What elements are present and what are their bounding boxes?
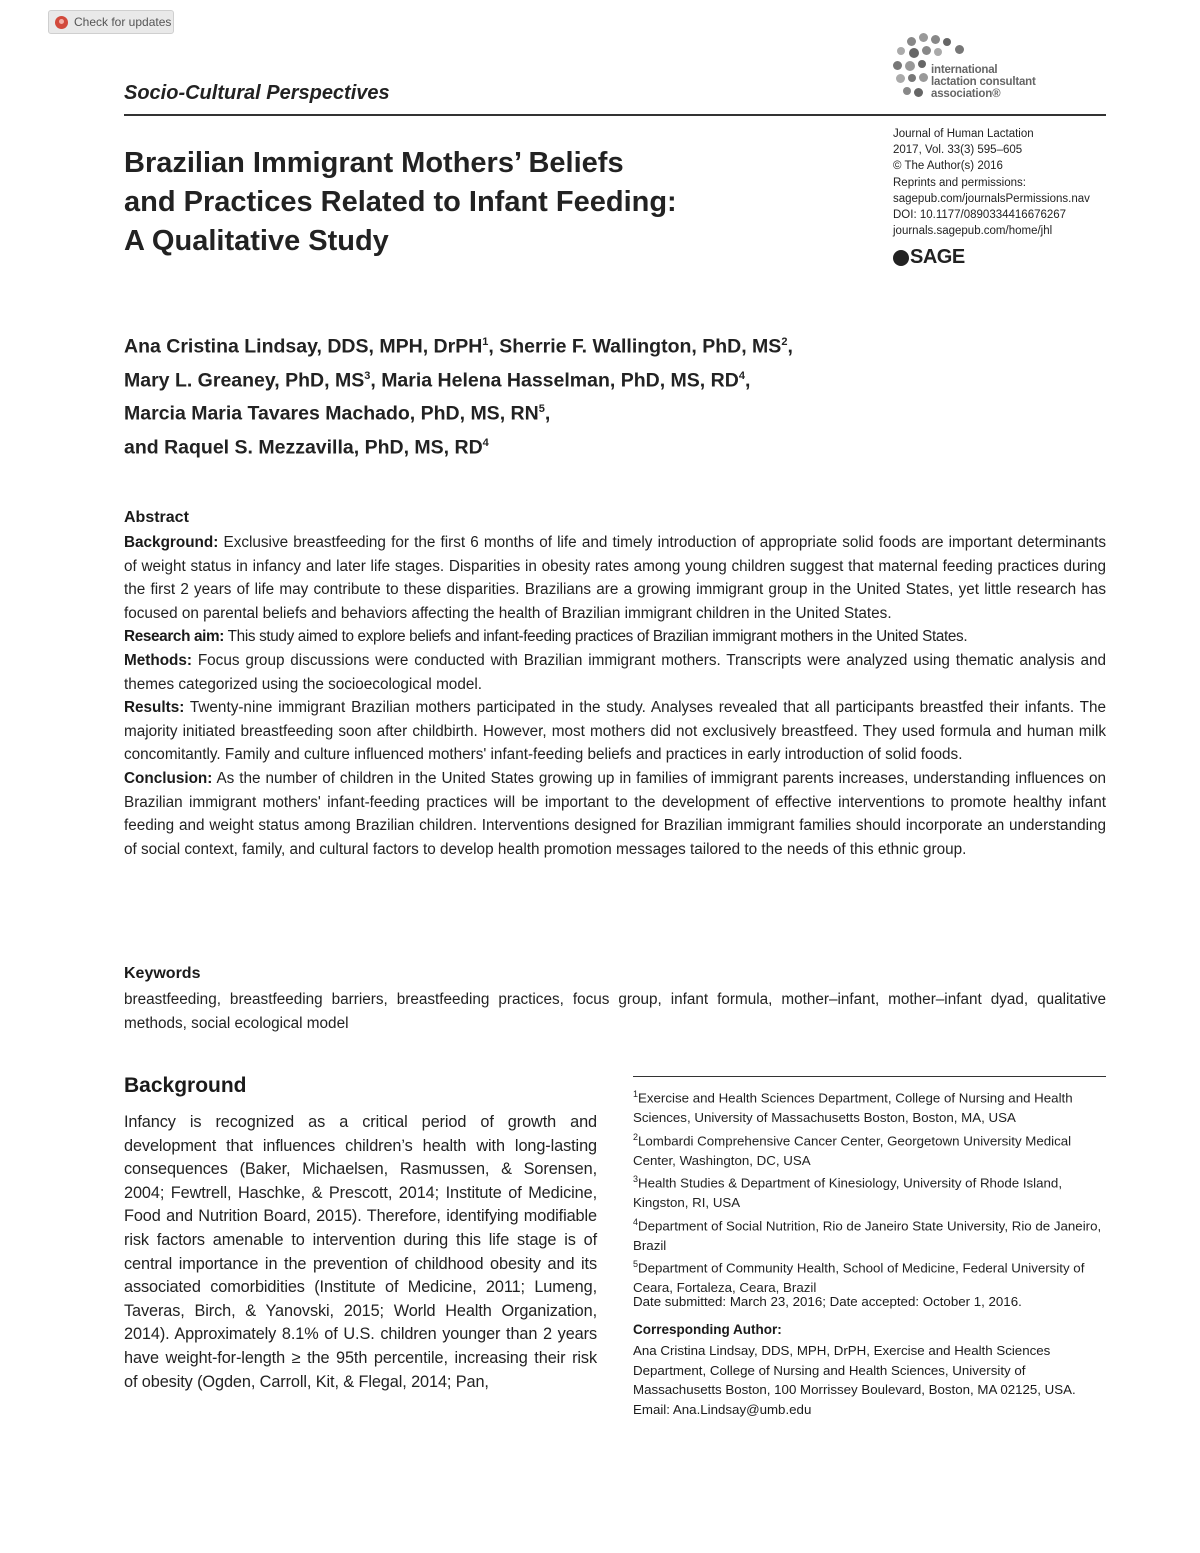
affiliation-number: 1 (633, 1089, 639, 1099)
sage-wordmark: SAGE (910, 246, 965, 268)
abstract-text: Focus group discussions were conducted with Brazilian immigrant mothers. Transcripts were analyzed using thematic analysis and themes categorized using the socioecological model. (124, 651, 1106, 693)
journal-home-link[interactable]: journals.sagepub.com/home/jhl (893, 225, 1053, 238)
abstract-label: Background: (124, 534, 219, 551)
check-for-updates-label: Check for updates (74, 15, 172, 29)
abstract-heading: Abstract (124, 509, 189, 526)
author-name: Ana Cristina Lindsay, DDS, MPH, DrPH (124, 335, 483, 358)
author-list (124, 328, 1024, 462)
affiliation-item (633, 1085, 1111, 1128)
author-name: Maria Helena Hasselman, PhD, MS, RD (381, 369, 739, 391)
sage-logo (893, 246, 965, 269)
abstract-background (124, 531, 1106, 625)
title-line: A Qualitative Study (124, 225, 389, 257)
logo-line-2: lactation consultant (931, 76, 1036, 88)
abstract-label: Conclusion: (124, 769, 213, 787)
author-separator: , (787, 335, 793, 358)
affiliation-text: Department of Community Health, School of Medicine, Federal University of Ceara, Fortaleza, Ceara, Brazil (633, 1260, 1085, 1296)
keywords-heading: Keywords (124, 965, 201, 982)
background-heading: Background (124, 1074, 247, 1097)
affiliation-number: 5 (633, 1259, 639, 1270)
abstract-label: Results: (124, 699, 185, 717)
header-divider (124, 114, 1106, 116)
abstract-label: Methods: (124, 651, 192, 669)
author-affiliation: 3 (364, 369, 371, 382)
submission-dates: Date submitted: March 23, 2016; Date accepted: October 1, 2016. (633, 1294, 1022, 1309)
affiliation-text: Health Studies & Department of Kinesiology, University of Rhode Island, Kingston, RI, USA (633, 1175, 1063, 1211)
abstract-aim (124, 625, 1106, 649)
author-affiliation: 1 (482, 336, 489, 348)
author-name: Mary L. Greaney, PhD, MS (124, 369, 365, 391)
affiliation-item (633, 1128, 1111, 1171)
abstract-text: This study aimed to explore beliefs and infant-feeding practices of Brazilian immigrant mothers in the United States. (224, 628, 968, 646)
check-for-updates-button[interactable] (48, 10, 174, 34)
title-line: Brazilian Immigrant Mothers’ Beliefs (124, 147, 624, 179)
abstract-text: As the number of children in the United States growing up in families of immigrant parents increases, understanding influences on Brazilian immigrant mothers' infant-feeding practices will be important to the development of effective interventions to promote healthy infant feeding and weight status among Brazilian children. Interventions designed for Brazilian immigrant families should incorporate an understanding of social context, family, and cultural factors to develop health promotion messages tailored to the needs of this ethnic group. (124, 769, 1106, 858)
author-name: Marcia Maria Tavares Machado, PhD, MS, RN (124, 402, 539, 425)
author-separator: , (488, 335, 500, 358)
abstract-results (124, 696, 1106, 767)
affiliations (633, 1085, 1111, 1298)
affiliation-text: Lombardi Comprehensive Cancer Center, Georgetown University Medical Center, Washington, DC, USA (633, 1133, 1072, 1168)
affiliation-item (633, 1170, 1111, 1213)
abstract-text: Exclusive breastfeeding for the first 6 months of life and timely introduction of appropriate solid foods are important determinants of weight status in infancy and later life stages. Disparities in obesity rates among young children suggest that maternal feeding practices during the first 2 years of life may contribute to these disparities. Brazilians are a growing immigrant group in the United States, yet little research has focused on parental beliefs and behaviors affecting the health of Brazilian immigrant children in the United States. (124, 534, 1106, 622)
doi[interactable]: DOI: 10.1177/0890334416676267 (893, 209, 1067, 222)
abstract-label: Research aim: (124, 628, 225, 646)
abstract-text: Twenty-nine immigrant Brazilian mothers participated in the study. Analyses revealed that all participants breastfed their infants. The majority initiated breastfeeding soon after childbirth. However, most mothers did not exclusively breastfeed. They used formula and human milk concomitantly. Family and culture influenced mothers' infant-feeding beliefs and practices in early introduction of solid foods. (124, 699, 1106, 764)
article-title (124, 144, 854, 261)
permissions-link[interactable]: sagepub.com/journalsPermissions.nav (893, 192, 1090, 205)
affiliation-text: Exercise and Health Sciences Department, College of Nursing and Health Sciences, University of Massachusetts Boston, Boston, MA, USA (633, 1090, 1073, 1126)
ilca-logo (893, 33, 1093, 107)
author-affiliation: 4 (738, 369, 745, 382)
abstract-body (124, 531, 1106, 861)
corresponding-author (633, 1341, 1111, 1419)
logo-line-3: association® (931, 88, 1001, 100)
reprints-label: Reprints and permissions: (893, 176, 1026, 189)
affiliation-number: 3 (633, 1174, 639, 1185)
affiliation-number: 4 (633, 1216, 639, 1227)
background-body: Infancy is recognized as a critical period of growth and development that influences children’s health with long-lasting consequences (Baker, Michaelsen, Rasmussen, & Sorensen, 2004; Fewtrell, Haschke, & Prescott, 2014; Institute of Medicine, Food and Nutrition Board, 2015). Therefore, identifying modifiable risk factors amenable to intervention during this life stage is of central importance in the prevention of childhood obesity and its associated comorbidities (Institute of Medicine, 2011; Lumeng, Taveras, Birch, & Yanovski, 2015; World Health Organization, 2014). Approximately 8.1% of U.S. children younger than 2 years have weight-for-length ≥ the 95th percentile, increasing their risk of obesity (Ogden, Carroll, Kit, & Flegal, 2014; Pan, (124, 1113, 597, 1391)
title-line: and Practices Related to Infant Feeding: (124, 186, 677, 218)
copyright: © The Author(s) 2016 (893, 160, 1003, 173)
section-label: Socio-Cultural Perspectives (124, 82, 390, 104)
affiliation-text: Department of Social Nutrition, Rio de Janeiro State University, Rio de Janeiro, Brazil (633, 1218, 1102, 1253)
author-affiliation: 2 (781, 336, 788, 348)
journal-volume: 2017, Vol. 33(3) 595–605 (893, 144, 1023, 157)
author-name: Sherrie F. Wallington, PhD, MS (499, 335, 782, 358)
sage-circle-icon (893, 250, 909, 266)
affiliation-number: 2 (633, 1131, 639, 1142)
author-affiliation: 4 (482, 436, 489, 449)
author-separator: , (744, 369, 751, 391)
logo-line-1: international (931, 64, 998, 76)
footnote-divider (633, 1076, 1106, 1077)
author-separator: , (370, 369, 382, 391)
abstract-conclusion (124, 767, 1106, 861)
abstract-methods (124, 649, 1106, 696)
corresponding-author-heading: Corresponding Author: (633, 1322, 782, 1337)
journal-info (893, 126, 1113, 239)
keywords-list: breastfeeding, breastfeeding barriers, breastfeeding practices, focus group, infant formula, mother–infant, mother–infant dyad, qualitative methods, social ecological model (124, 991, 1106, 1032)
corresponding-author-address: Ana Cristina Lindsay, DDS, MPH, DrPH, Exercise and Health Sciences Department, College of Nursing and Health Sciences, University of Massachusetts Boston, 100 Morrissey Boulevard, Boston, MA 02125, USA. (633, 1343, 1076, 1398)
journal-name: Journal of Human Lactation (893, 128, 1034, 140)
update-icon (55, 16, 68, 29)
corresponding-author-email[interactable]: Email: Ana.Lindsay@umb.edu (633, 1401, 812, 1417)
author-name: and Raquel S. Mezzavilla, PhD, MS, RD (124, 436, 483, 458)
affiliation-item (633, 1213, 1111, 1256)
author-affiliation: 5 (538, 403, 545, 415)
author-separator: , (544, 402, 551, 425)
